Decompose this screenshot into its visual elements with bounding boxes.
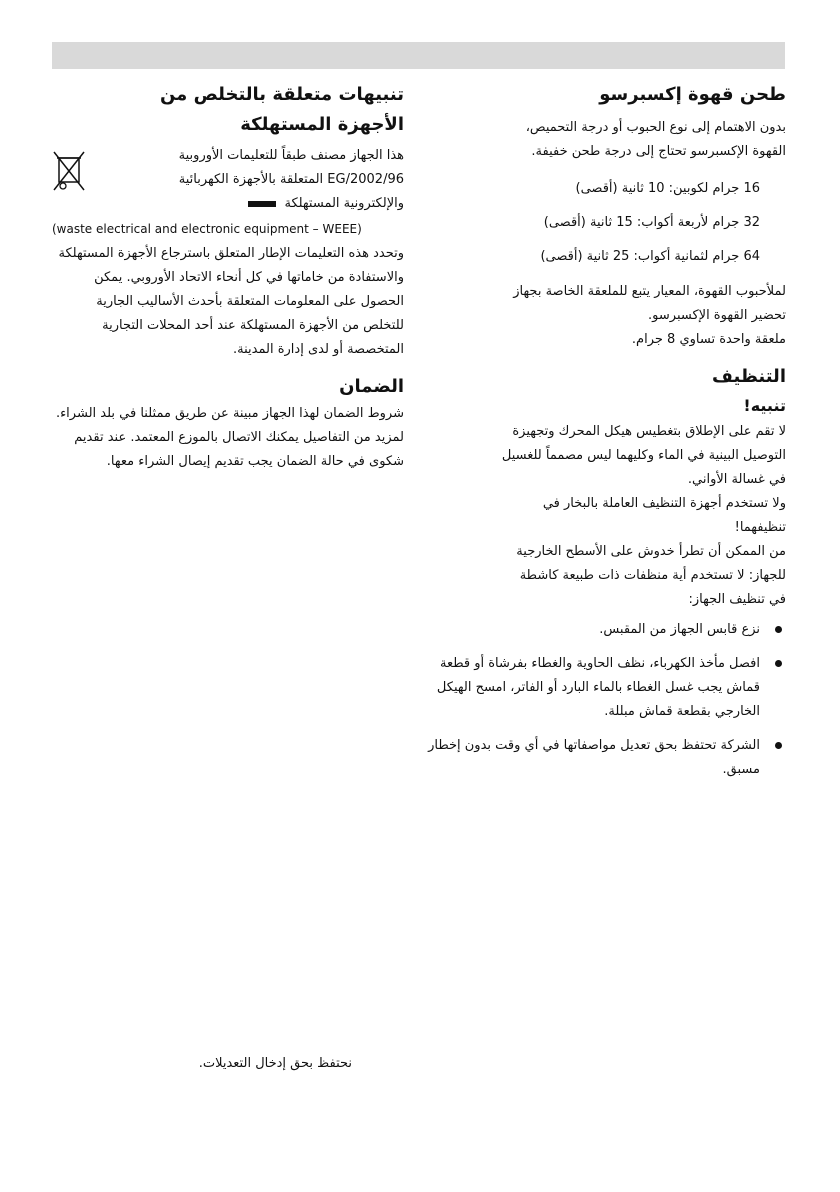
spec-item: 64 جرام لثمانية أكواب: 25 ثانية (أقصى)	[540, 249, 760, 264]
grinding-intro-2: القهوة الإكسبرسو تحتاج إلى درجة طحن خفيفة.	[531, 144, 786, 159]
weee-english: (waste electrical and electronic equipment – WEEE)	[52, 222, 362, 236]
cleaning-bullets	[426, 618, 786, 782]
warning-line: التوصيل البينية في الماء وكليهما ليس مصمماً للغسيل	[501, 448, 786, 463]
spec-item: 32 جرام لأربعة أكواب: 15 ثانية (أقصى)	[543, 215, 760, 230]
bullet-text: الشركة تحتفظ بحق تعديل مواصفاتها في أي وقت بدون إخطار مسبق.	[428, 738, 760, 777]
weee-bar-icon	[248, 201, 276, 207]
warning-line: في تنظيف الجهاز:	[688, 592, 786, 607]
left-column	[52, 80, 404, 474]
grinding-note-1: لملأحبوب القهوة، المعيار يتبع للملعقة الخاصة بجهاز	[513, 284, 786, 299]
bullet-dot-icon	[775, 742, 782, 749]
list-item	[426, 734, 786, 782]
weee-line-3: والإلكترونية المستهلكة	[284, 196, 404, 211]
weee-block	[52, 144, 404, 216]
grinding-note-3: ملعقة واحدة تساوي 8 جرام.	[631, 332, 786, 347]
warning-line: لا تقم على الإطلاق بتغطيس هيكل المحرك وتجهيزة	[512, 424, 786, 439]
bullet-text: افصل مأخذ الكهرباء، نظف الحاوية والغطاء بفرشاة أو قطعة قماش يجب غسل الغطاء بالماء البارد أو الفاتر، امسح الهيكل الخارجي بقطعة قماش مبللة.	[436, 656, 760, 719]
right-column	[426, 80, 786, 792]
disposal-title-2: الأجهزة المستهلكة	[240, 114, 404, 135]
grinding-note-2: تحضير القهوة الإكسبرسو.	[648, 308, 786, 323]
weee-line-3-row	[96, 192, 404, 216]
disposal-title-1: تنبيهات متعلقة بالتخلص من	[159, 84, 404, 105]
list-item	[426, 652, 786, 724]
warning-line: ولا تستخدم أجهزة التنظيف العاملة بالبخار في	[542, 496, 786, 511]
warning-line: تنظيفهما!	[734, 520, 786, 535]
grinding-intro-1: بدون الاهتمام إلى نوع الحبوب أو درجة التحميص،	[525, 120, 786, 135]
grinding-title: طحن قهوة إكسبرسو	[599, 84, 786, 105]
warning-title: تنبيه!	[743, 396, 786, 415]
warranty-body: شروط الضمان لهذا الجهاز مبينة عن طريق ممثلنا في بلد الشراء. لمزيد من التفاصيل يمكنك الاتصال بالموزع المعتمد. عند تقديم شكوى في حالة الضمان يجب تقديم إيصال الشراء معها.	[55, 406, 404, 469]
weee-line-2: 2002/96/EG المتعلقة بالأجهزة الكهربائية	[178, 172, 404, 187]
bullet-dot-icon	[775, 660, 782, 667]
disposal-body: وتحدد هذه التعليمات الإطار المتعلق باسترجاع الأجهزة المستهلكة والاستفادة من خاماتها في كل أنحاء الاتحاد الأوروبي. يمكن الحصول على المعلومات المتعلقة بأحدث الأساليب الجارية للتخلص من الأجهزة المستهلكة عند أحد المحلات التجارية المتخصصة أو لدى إدارة المدينة.	[58, 246, 404, 357]
header-bar	[52, 42, 785, 69]
warranty-title: الضمان	[339, 376, 404, 397]
footer-note: نحتفظ بحق إدخال التعديلات.	[198, 1056, 352, 1071]
list-item	[426, 618, 786, 642]
bullet-dot-icon	[775, 626, 782, 633]
warning-line: من الممكن أن تطرأ خدوش على الأسطح الخارجية	[516, 544, 786, 559]
warning-line: للجهاز: لا تستخدم أية منظفات ذات طبيعة كاشطة	[519, 568, 786, 583]
weee-bin-icon	[52, 150, 86, 198]
weee-line-1: هذا الجهاز مصنف طبقاً للتعليمات الأوروبية	[178, 148, 404, 163]
grinding-spec-list	[426, 172, 786, 274]
warning-line: في غسالة الأواني.	[687, 472, 786, 487]
bullet-text: نزع قابس الجهاز من المقبس.	[599, 622, 760, 637]
spec-item: 16 جرام لكوبين: 10 ثانية (أقصى)	[575, 181, 760, 196]
cleaning-title: التنظيف	[712, 366, 786, 387]
